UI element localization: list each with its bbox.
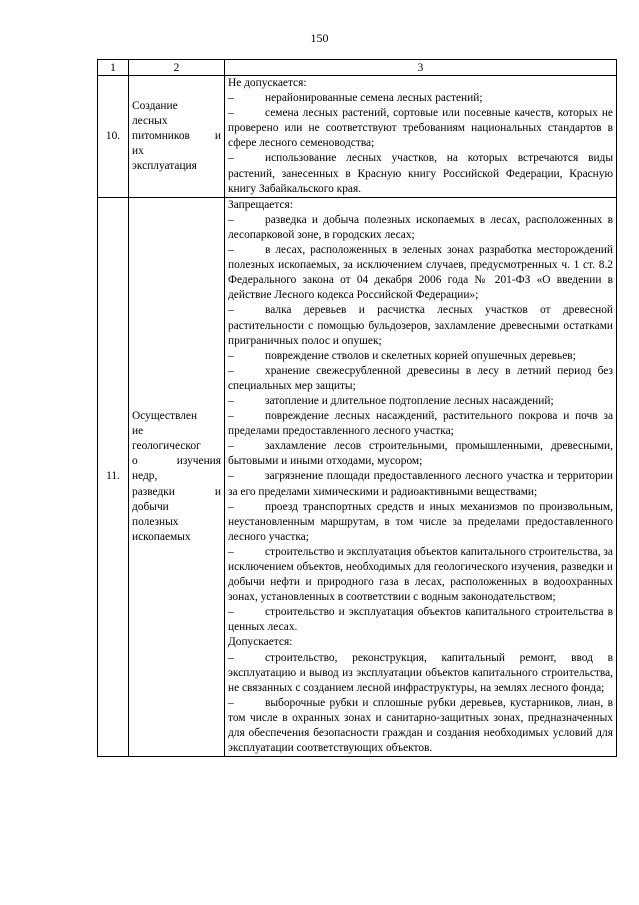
list-item-text: использование лесных участков, на которых встречаются виды растений, занесенных в Красную книгу Российской Федерации, Красную книгу Забайкальского края. xyxy=(228,152,613,195)
regulation-table xyxy=(97,59,617,757)
row-number: 10. xyxy=(98,76,129,198)
activity-name-line: питомников и xyxy=(132,129,221,142)
requirements-cell xyxy=(225,76,617,198)
list-item xyxy=(228,696,613,756)
list-item-text: разведка и добыча полезных ископаемых в лесах, расположенных в лесопарковой зоне, в городских лесах; xyxy=(228,213,613,241)
activity-name-line: лесных xyxy=(132,114,168,127)
section-heading: Не допускается: xyxy=(228,77,307,89)
list-item-text: хранение свежесрубленной древесины в лесу в летний период без специальных мер защиты; xyxy=(228,364,613,392)
dash-marker: – xyxy=(228,364,234,377)
activity-name-line: геологическог xyxy=(132,440,201,453)
dash-marker: – xyxy=(228,440,234,453)
activity-name-line: добычи xyxy=(132,500,169,513)
header-col-1: 1 xyxy=(98,60,129,76)
dash-marker: – xyxy=(228,545,234,558)
activity-name-line: полезных xyxy=(132,515,179,528)
list-item xyxy=(228,651,613,696)
activity-name-line: ископаемых xyxy=(132,530,191,543)
row-number: 11. xyxy=(98,197,129,756)
list-item xyxy=(228,605,613,635)
activity-name-line: Осуществлен xyxy=(132,410,198,423)
dash-marker: – xyxy=(228,410,234,423)
list-item xyxy=(228,213,613,243)
list-item xyxy=(228,106,613,151)
list-item xyxy=(228,439,613,469)
dash-marker: – xyxy=(228,213,234,226)
header-col-2: 2 xyxy=(129,60,225,76)
page-number: 150 xyxy=(310,31,329,45)
list-item-text: строительство, реконструкция, капитальный ремонт, ввод в эксплуатацию и вывод из эксплуатации объектов капитального строительства, не связанных с созданием лесной инфраструктуры, на землях лесного фонда; xyxy=(228,651,613,694)
list-item xyxy=(228,303,613,348)
activity-name-line: Создание xyxy=(132,99,178,112)
list-item xyxy=(228,409,613,439)
list-item xyxy=(228,349,613,364)
dash-marker: – xyxy=(228,304,234,317)
dash-marker: – xyxy=(228,696,234,709)
list-item-text: повреждение стволов и скелетных корней опушечных деревьев; xyxy=(265,349,576,362)
activity-name xyxy=(129,197,225,756)
table-header-row xyxy=(98,60,617,76)
requirements-cell xyxy=(225,197,617,756)
dash-marker: – xyxy=(228,349,234,362)
list-item xyxy=(228,394,613,409)
section-heading: Запрещается: xyxy=(228,198,293,211)
dash-marker: – xyxy=(228,606,234,619)
list-item-text: в лесах, расположенных в зеленых зонах разработка месторождений полезных ископаемых, за исключением случаев, предусмотренных ч. 1 ст. 8.2 Федерального закона от 04 декабря 2006 года № 201-ФЗ «О введении в действие Лесного кодекса Российской Федерации»; xyxy=(228,244,613,302)
list-item-text: повреждение лесных насаждений, растительного покрова и почв за пределами предоставленного лесного участка; xyxy=(228,410,613,438)
activity-name xyxy=(129,76,225,198)
list-item-text: нерайонированные семена лесных растений; xyxy=(265,92,483,105)
list-item-text: выборочные рубки и сплошные рубки деревьев, кустарников, лиан, в том числе в охранных зонах и санитарно-защитных зонах, предназначенных для обеспечения безопасности граждан и создания необходимых условий для эксплуатации соответствующих объектов. xyxy=(228,696,613,755)
table-row xyxy=(98,76,617,198)
list-item-text: проезд транспортных средств и иных механизмов по произвольным, неустановленным маршрутам, в том числе за пределами предоставленного лесного участка; xyxy=(228,500,613,543)
list-item xyxy=(228,364,613,394)
list-item-text: строительство и эксплуатация объектов капитального строительства в ценных лесах. xyxy=(228,606,613,634)
activity-name-line: разведки и xyxy=(132,485,221,498)
list-item-text: загрязнение площади предоставленного лесного участка и территории за его пределами химическими и радиоактивными веществами; xyxy=(228,470,613,498)
dash-marker: – xyxy=(228,92,234,105)
list-item-text: строительство и эксплуатация объектов капитального строительства, за исключением объектов, необходимых для геологического изучения, разведки и добычи нефти и природного газа в лесах, расположенных в водоохранных зонах, установленных в соответствии с водным законодательством; xyxy=(228,545,613,604)
list-item-text: семена лесных растений, сортовые или посевные качеств, которых не проверено или не соответствуют требованиям национальных стандартов в сфере лесного семеноводства; xyxy=(228,107,613,150)
activity-name-line: эксплуатация xyxy=(132,160,197,173)
dash-marker: – xyxy=(228,107,234,120)
dash-marker: – xyxy=(228,500,234,513)
activity-name-line: ие xyxy=(132,425,144,438)
activity-name-line: о изучения xyxy=(132,455,221,468)
list-item-text: затопление и длительное подтопление лесных насаждений; xyxy=(265,394,554,407)
list-item xyxy=(228,91,613,106)
table-row xyxy=(98,197,617,756)
list-item xyxy=(228,243,613,303)
activity-name-line: их xyxy=(132,144,144,157)
list-item xyxy=(228,151,613,196)
list-item-text: захламление лесов строительными, промышленными, древесными, бытовыми и иными отходами, мусором; xyxy=(228,440,613,468)
dash-marker: – xyxy=(228,244,234,257)
dash-marker: – xyxy=(228,152,234,165)
header-col-3: 3 xyxy=(225,60,617,76)
dash-marker: – xyxy=(228,470,234,483)
list-item-text: валка деревьев и расчистка лесных участков от древесной растительности с помощью бульдозеров, захламление древесными остатками приграничных полос и опушек; xyxy=(228,304,613,347)
activity-name-line: недр, xyxy=(132,470,158,483)
list-item xyxy=(228,500,613,545)
list-item xyxy=(228,469,613,499)
section-heading: Допускается: xyxy=(228,636,293,649)
dash-marker: – xyxy=(228,394,234,407)
dash-marker: – xyxy=(228,651,234,664)
list-item xyxy=(228,545,613,605)
